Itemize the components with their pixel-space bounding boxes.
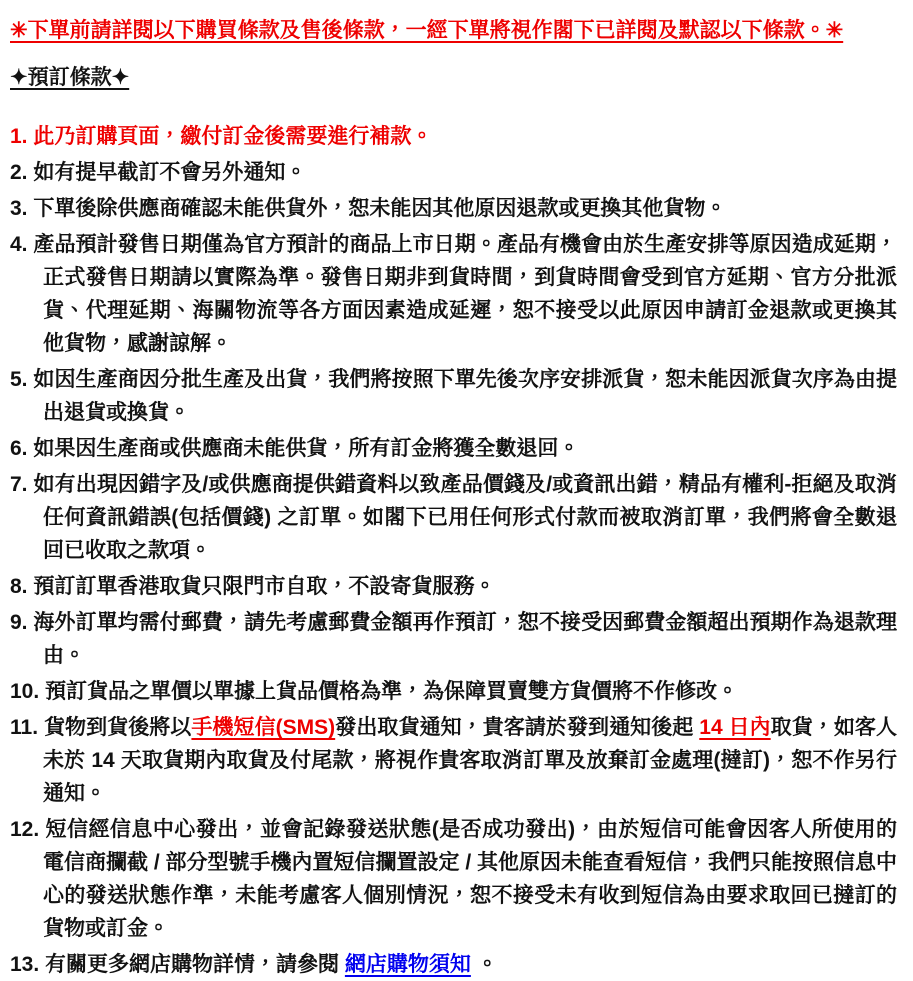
term-text: 。 <box>470 953 498 976</box>
term-item <box>10 432 897 465</box>
term-text: 如果因生產商或供應商未能供貨，所有訂金將獲全數退回。 <box>33 437 580 460</box>
term-text: 海外訂單均需付郵費，請先考慮郵費金額再作預訂，恕不接受因郵費金額超出預期作為退款理由。 <box>33 611 897 667</box>
term-number: 11. <box>10 716 39 739</box>
term-item <box>10 192 897 225</box>
term-text: 發出取貨通知，貴客請於發到通知後起 <box>335 716 700 739</box>
term-number: 5. <box>10 368 28 391</box>
term-text: 如有出現因錯字及/或供應商提供錯資料以致產品價錢及/或資訊出錯，精品有權利-拒絕及取消任何資訊錯誤(包括價錢) 之訂單。如閣下已用任何形式付款而被取消訂單，我們將會全數退回已收取之款項。 <box>33 473 897 562</box>
term-number: 3. <box>10 197 28 220</box>
term-text: 下單後除供應商確認未能供貨外，恕未能因其他原因退款或更換其他貨物。 <box>33 197 727 220</box>
term-text: 預訂訂單香港取貨只限門市自取，不設寄貨服務。 <box>33 575 496 598</box>
term-number: 13. <box>10 953 40 976</box>
term-item <box>10 948 897 981</box>
term-text: 貨物到貨後將以 <box>43 716 192 739</box>
terms-list <box>10 120 897 981</box>
term-number: 1. <box>10 125 28 148</box>
term-number: 10. <box>10 680 40 703</box>
term-text: 14 日內 <box>699 716 771 739</box>
term-text: 如因生產商因分批生產及出貨，我們將按照下單先後次序安排派貨，恕未能因派貨次序為由提出退貨或換貨。 <box>33 368 897 424</box>
term-text: 產品預計發售日期僅為官方預計的商品上市日期。產品有機會由於生產安排等原因造成延期，正式發售日期請以實際為準。發售日期非到貨時間，到貨時間會受到官方延期、官方分批派貨、代理延期、海關物流等各方面因素造成延遲，恕不接受以此原因申請訂金退款或更換其他貨物，感謝諒解。 <box>33 233 897 355</box>
term-item <box>10 606 897 672</box>
term-number: 12. <box>10 818 40 841</box>
term-number: 4. <box>10 233 28 256</box>
term-item <box>10 468 897 567</box>
preorder-warning-banner: ✳下單前請詳閱以下購買條款及售後條款，一經下單將視作閣下已詳閱及默認以下條款。✳ <box>10 19 844 42</box>
term-number: 8. <box>10 575 28 598</box>
term-number: 7. <box>10 473 28 496</box>
term-item <box>10 156 897 189</box>
term-number: 6. <box>10 437 28 460</box>
term-item <box>10 711 897 810</box>
term-text: 短信經信息中心發出，並會記錄發送狀態(是否成功發出)，由於短信可能會因客人所使用的電信商攔截 / 部分型號手機內置短信攔置設定 / 其他原因未能查看短信，我們只能按照信息中心的發送狀態作準，未能考慮客人個別情況，恕不接受未有收到短信為由要求取回已撻訂的貨物或訂金。 <box>43 818 898 940</box>
term-text: 預訂貨品之單價以單據上貨品價格為準，為保障買賣雙方貨價將不作修改。 <box>45 680 739 703</box>
section-title: ✦預訂條款✦ <box>10 66 130 89</box>
term-text: 取貨，如客人未於 14 天取貨期內取貨及付尾款，將視作貴客取消訂單及放棄訂金處理(撻訂)，恕不作另行通知。 <box>43 716 897 805</box>
shop-notice-link[interactable]: 網店購物須知 <box>344 953 471 976</box>
term-text: 有關更多網店購物詳情，請參閱 <box>45 953 345 976</box>
term-item <box>10 675 897 708</box>
term-item <box>10 120 897 153</box>
term-number: 2. <box>10 161 28 184</box>
term-text: 如有提早截訂不會另外通知。 <box>33 161 307 184</box>
term-text: 手機短信(SMS) <box>191 716 336 739</box>
term-text: 此乃訂購頁面，繳付訂金後需要進行補款。 <box>33 125 433 148</box>
term-item <box>10 813 897 945</box>
term-number: 9. <box>10 611 28 634</box>
term-item <box>10 363 897 429</box>
term-item <box>10 228 897 360</box>
term-item <box>10 570 897 603</box>
